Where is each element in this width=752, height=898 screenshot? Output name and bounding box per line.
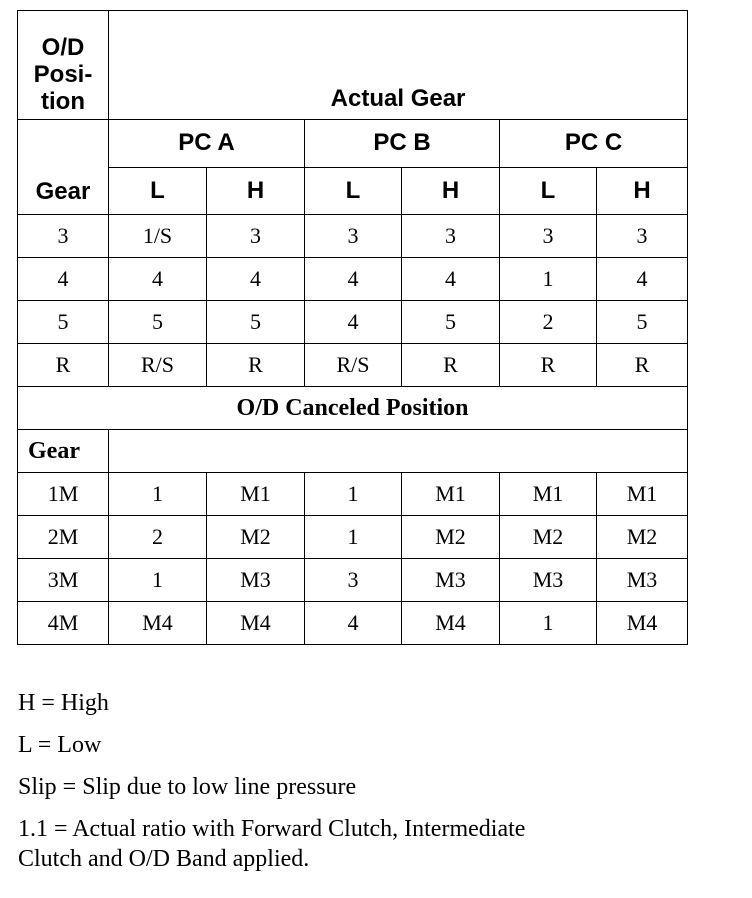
gear-cell: R — [18, 344, 109, 387]
value-cell: 2 — [500, 301, 597, 344]
gear-cell: 4M — [18, 602, 109, 645]
value-cell: 1 — [305, 473, 402, 516]
value-cell: M3 — [402, 559, 500, 602]
gear-cell: 3 — [18, 215, 109, 258]
actual-gear-header: Actual Gear — [109, 11, 688, 120]
value-cell: 4 — [305, 258, 402, 301]
value-cell: 5 — [597, 301, 688, 344]
sub-header-l: L — [109, 167, 207, 215]
gear-position-table — [17, 10, 688, 645]
value-cell: 3 — [207, 215, 305, 258]
gear-cell: 5 — [18, 301, 109, 344]
value-cell: 1 — [305, 516, 402, 559]
od-position-header: O/D Posi- tion — [18, 11, 109, 120]
gear-cell: 4 — [18, 258, 109, 301]
value-cell: M1 — [500, 473, 597, 516]
value-cell: 5 — [109, 301, 207, 344]
value-cell: 3 — [597, 215, 688, 258]
value-cell: M4 — [402, 602, 500, 645]
value-cell: R/S — [305, 344, 402, 387]
gear-cell: 3M — [18, 559, 109, 602]
value-cell: 3 — [305, 215, 402, 258]
header-row-2 — [18, 120, 688, 168]
value-cell: R — [597, 344, 688, 387]
value-cell: R — [500, 344, 597, 387]
value-cell: 4 — [305, 301, 402, 344]
header-row-3 — [18, 167, 688, 215]
value-cell: M3 — [207, 559, 305, 602]
table-row — [18, 344, 688, 387]
note-ratio-line-2: Clutch and O/D Band applied. — [18, 846, 310, 872]
legend-notes — [18, 688, 718, 886]
gear-cell: 1M — [18, 473, 109, 516]
value-cell: M2 — [500, 516, 597, 559]
table-row — [18, 473, 688, 516]
value-cell: M1 — [402, 473, 500, 516]
gear-cell: 2M — [18, 516, 109, 559]
sub-header-h: H — [207, 167, 305, 215]
group-header-pc-a: PC A — [109, 120, 305, 168]
blank-header-cell — [109, 430, 688, 473]
table-row — [18, 516, 688, 559]
od-canceled-position-header: O/D Canceled Position — [18, 387, 688, 430]
value-cell: M4 — [207, 602, 305, 645]
gear-header-2: Gear — [18, 430, 109, 473]
sub-header-h: H — [402, 167, 500, 215]
value-cell: 2 — [109, 516, 207, 559]
value-cell: M4 — [109, 602, 207, 645]
table-row — [18, 602, 688, 645]
value-cell: M1 — [207, 473, 305, 516]
value-cell: M3 — [597, 559, 688, 602]
sub-header-l: L — [305, 167, 402, 215]
value-cell: 1 — [500, 602, 597, 645]
value-cell: 3 — [305, 559, 402, 602]
value-cell: M1 — [597, 473, 688, 516]
value-cell: M4 — [597, 602, 688, 645]
group-header-pc-b: PC B — [305, 120, 500, 168]
note-ratio-line-1: 1.1 = Actual ratio with Forward Clutch, Intermediate — [18, 816, 526, 842]
gear-header-row-2 — [18, 430, 688, 473]
table-row — [18, 215, 688, 258]
value-cell: 4 — [305, 602, 402, 645]
canceled-header-row — [18, 387, 688, 430]
value-cell: M3 — [500, 559, 597, 602]
value-cell: 4 — [109, 258, 207, 301]
group-header-pc-c: PC C — [500, 120, 688, 168]
value-cell: 4 — [597, 258, 688, 301]
value-cell: 5 — [402, 301, 500, 344]
sub-header-l: L — [500, 167, 597, 215]
value-cell: 1/S — [109, 215, 207, 258]
value-cell: 3 — [402, 215, 500, 258]
table-row — [18, 301, 688, 344]
value-cell: 1 — [109, 559, 207, 602]
value-cell: 4 — [207, 258, 305, 301]
sub-header-h: H — [597, 167, 688, 215]
value-cell: M2 — [402, 516, 500, 559]
value-cell: M2 — [207, 516, 305, 559]
value-cell: R/S — [109, 344, 207, 387]
gear-header: Gear — [18, 120, 109, 215]
note-low: L = Low — [18, 732, 102, 758]
value-cell: M2 — [597, 516, 688, 559]
value-cell: 1 — [500, 258, 597, 301]
note-slip: Slip = Slip due to low line pressure — [18, 774, 357, 800]
value-cell: 1 — [109, 473, 207, 516]
value-cell: 3 — [500, 215, 597, 258]
value-cell: R — [402, 344, 500, 387]
value-cell: 5 — [207, 301, 305, 344]
value-cell: R — [207, 344, 305, 387]
note-ratio — [18, 814, 718, 874]
table-row — [18, 559, 688, 602]
value-cell: 4 — [402, 258, 500, 301]
table-row — [18, 258, 688, 301]
header-row-1 — [18, 11, 688, 120]
note-high: H = High — [18, 690, 109, 716]
